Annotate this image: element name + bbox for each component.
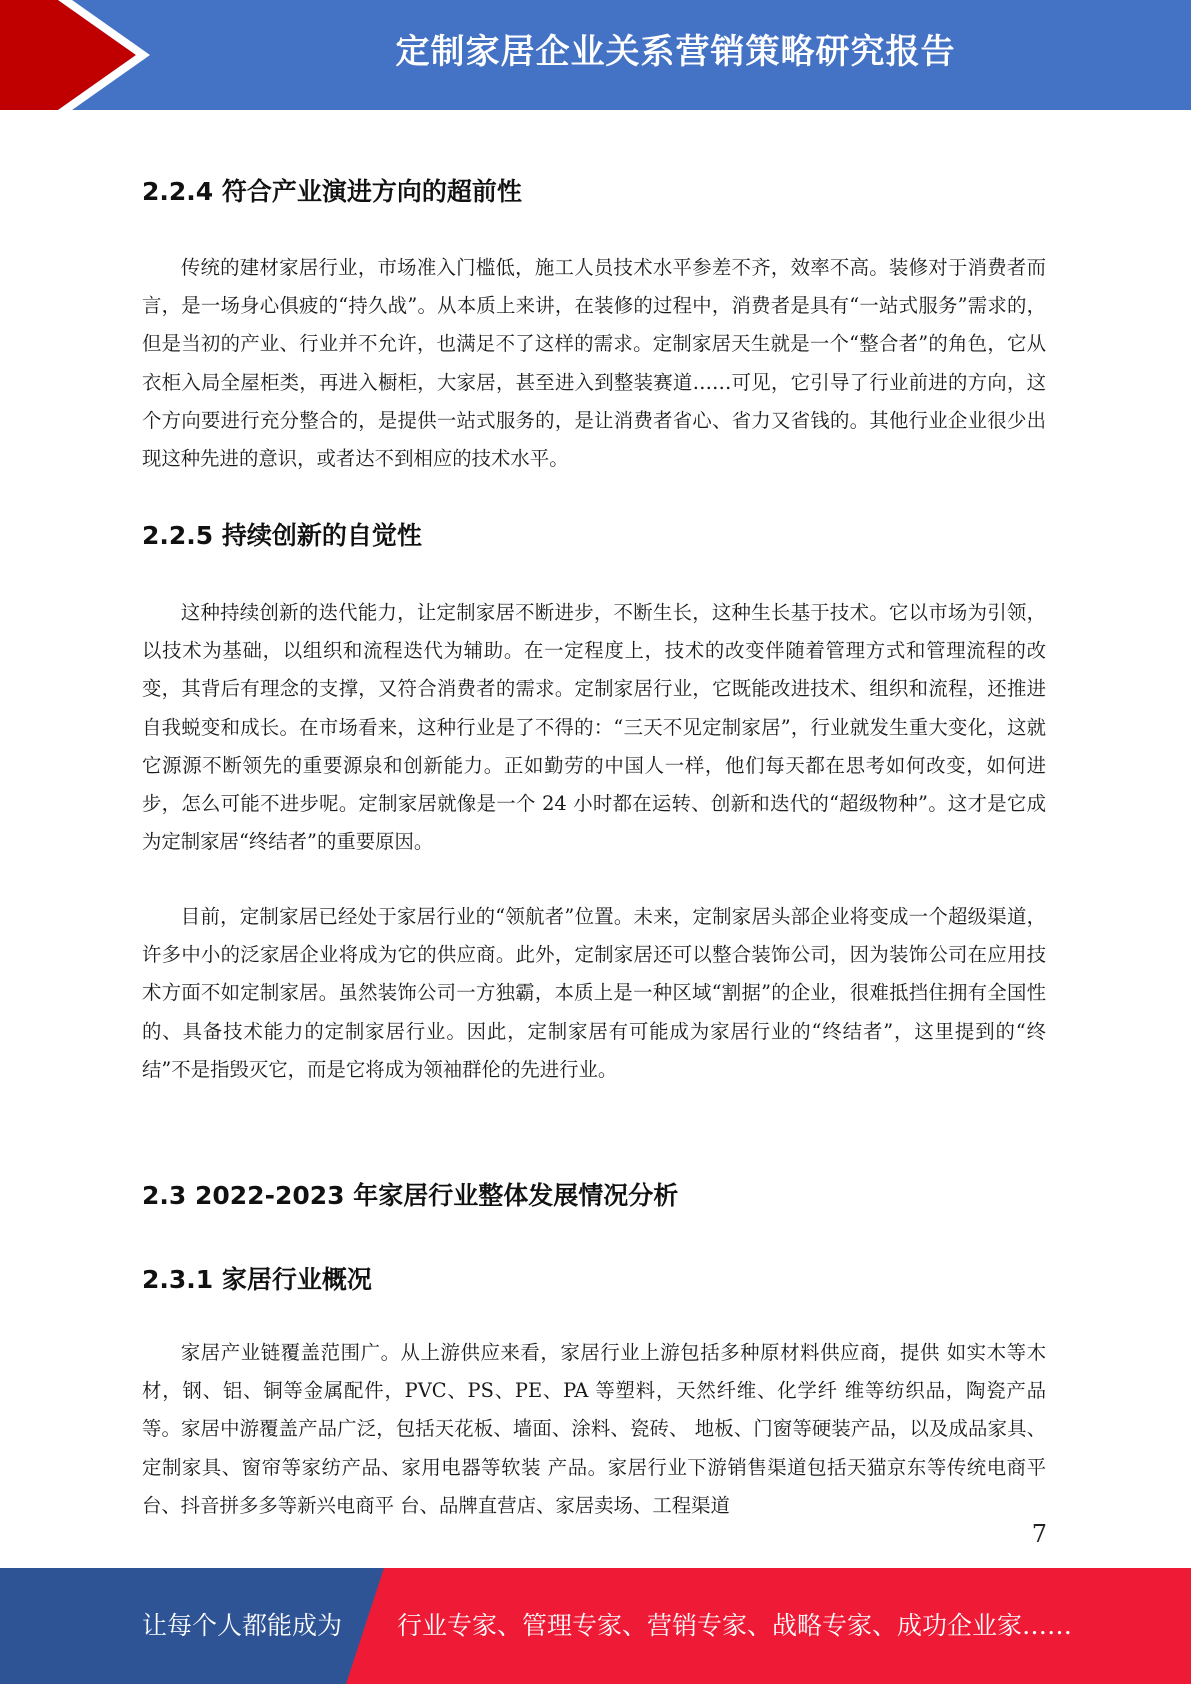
heading-2-3: 2.3 2022-2023 年家居行业整体发展情况分析	[142, 1181, 679, 1210]
page-header	[0, 0, 1191, 110]
header-chevron-icon	[0, 0, 160, 110]
paragraph-2-2-4: 传统的建材家居行业，市场准入门槛低，施工人员技术水平参差不齐，效率不高。装修对于消费者而言，是一场身心俱疲的“持久战”。从本质上来讲，在装修的过程中，消费者是具有“一站式服务”需求的，但是当初的产业、行业并不允许，也满足不了这样的需求。定制家居天生就是一个“整合者”的角色，它从衣柜入局全屋柜类，再进入橱柜，大家居，甚至进入到整装赛道……可见，它引导了行业前进的方向，这个方向要进行充分整合的，是提供一站式服务的，是让消费者省心、省力又省钱的。其他行业企业很少出现这种先进的意识，或者达不到相应的技术水平。	[142, 256, 1046, 471]
heading-2-2-5: 2.2.5 持续创新的自觉性	[142, 521, 422, 550]
heading-2-2-4: 2.2.4 符合产业演进方向的超前性	[142, 177, 522, 206]
page-footer	[0, 1568, 1191, 1684]
paragraph-2-2-5-b: 目前，定制家居已经处于家居行业的“领航者”位置。未来，定制家居头部企业将变成一个超级渠道，许多中小的泛家居企业将成为它的供应商。此外，定制家居还可以整合装饰公司，因为装饰公司在应用技术方面不如定制家居。虽然装饰公司一方独霸，本质上是一种区域“割据”的企业，很难抵挡住拥有全国性的、具备技术能力的定制家居行业。因此，定制家居有可能成为家居行业的“终结者”，这里提到的“终结”不是指毁灭它，而是它将成为领袖群伦的先进行业。	[142, 905, 1046, 1081]
paragraph-2-2-5-a: 这种持续创新的迭代能力，让定制家居不断进步，不断生长，这种生长基于技术。它以市场为引领，以技术为基础，以组织和流程迭代为辅助。在一定程度上，技术的改变伴随着管理方式和管理流程的改变，其背后有理念的支撑，又符合消费者的需求。定制家居行业，它既能改进技术、组织和流程，还推进自我蜕变和成长。在市场看来，这种行业是了不得的：“三天不见定制家居”，行业就发生重大变化，这就它源源不断领先的重要源泉和创新能力。正如勤劳的中国人一样，他们每天都在思考如何改变，如何进步，怎么可能不进步呢。定制家居就像是一个 24 小时都在运转、创新和迭代的“超级物种”。这才是它成为定制家居“终结者”的重要原因。	[142, 601, 1046, 854]
paragraph-2-3-1: 家居产业链覆盖范围广。从上游供应来看，家居行业上游包括多种原材料供应商，提供 如实木等木材，钢、铝、铜等金属配件，PVC、PS、PE、PA 等塑料，天然纤维、化学纤 维等纺织品，陶瓷产品等。家居中游覆盖产品广泛，包括天花板、墙面、涂料、瓷砖、 地板、门窗等硬装产品，以及成品家具、定制家具、窗帘等家纺产品、家用电器等软装 产品。家居行业下游销售渠道包括天猫京东等传统电商平台、抖音拼多多等新兴电商平 台、品牌直营店、家居卖场、工程渠道	[142, 1341, 1046, 1517]
heading-2-3-1: 2.3.1 家居行业概况	[142, 1265, 372, 1294]
report-title: 定制家居企业关系营销策略研究报告	[395, 32, 956, 72]
footer-slogan-right: 行业专家、管理专家、营销专家、战略专家、成功企业家……	[397, 1611, 1073, 1640]
page-number: 7	[1031, 1520, 1047, 1548]
footer-slogan-left: 让每个人都能成为	[142, 1611, 343, 1640]
